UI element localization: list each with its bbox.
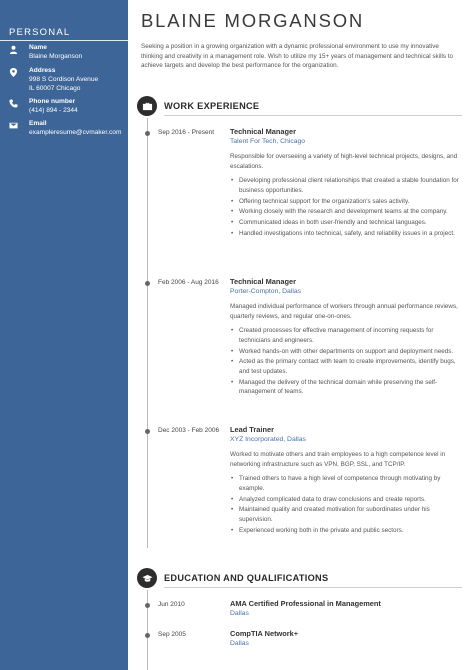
section-title-education: EDUCATION AND QUALIFICATIONS bbox=[164, 573, 329, 583]
entry-date: Feb 2006 - Aug 2016 bbox=[158, 279, 219, 286]
sidebar-value: (414) 894 - 2344 bbox=[29, 107, 78, 114]
person-icon bbox=[8, 44, 18, 54]
timeline-dot bbox=[145, 633, 150, 638]
list-item: • Experienced working both in the private and public sectors. bbox=[230, 526, 462, 536]
list-item: • Worked hands-on with other departments on support and deployment needs. bbox=[230, 347, 462, 357]
work-entry bbox=[230, 425, 462, 537]
list-item: • Trained others to have a high level of competence through motivating by example. bbox=[230, 474, 462, 493]
email-icon bbox=[8, 120, 18, 130]
job-title: Lead Trainer bbox=[230, 425, 274, 434]
entry-date: Sep 2005 bbox=[158, 631, 186, 638]
list-item: • Analyzed complicated data to draw conclusions and create reports. bbox=[230, 495, 462, 505]
timeline-dot bbox=[145, 281, 150, 286]
section-title-work: WORK EXPERIENCE bbox=[164, 101, 260, 111]
list-item: • Managed the delivery of the technical domain while preserving the self-management of teams. bbox=[230, 378, 462, 397]
sidebar bbox=[0, 0, 128, 670]
list-item: • Created processes for effective management of incoming requests for technicians and engineers. bbox=[230, 326, 462, 345]
sidebar-item-name bbox=[8, 43, 82, 61]
job-title: Technical Manager bbox=[230, 277, 296, 286]
sidebar-label: Phone number bbox=[29, 98, 76, 105]
entry-date: Jun 2010 bbox=[158, 601, 185, 608]
list-item: • Working closely with the research and development teams at the company. bbox=[230, 207, 462, 217]
list-item: • Developing professional client relationships that created a stable foundation for business opportunities. bbox=[230, 176, 462, 195]
job-organization: Talent For Tech, Chicago bbox=[230, 138, 306, 145]
education-entry bbox=[230, 629, 462, 649]
list-item: • Offering technical support for the organization's sales activity. bbox=[230, 197, 462, 207]
timeline-dot bbox=[145, 603, 150, 608]
job-bullets bbox=[230, 326, 462, 397]
sidebar-item-email bbox=[8, 119, 121, 137]
timeline-line bbox=[147, 590, 148, 670]
list-item: • Communicated ideas in both user-friendly and technical languages. bbox=[230, 218, 462, 228]
job-organization: XYZ Incorporated, Dallas bbox=[230, 436, 306, 443]
work-entry bbox=[230, 277, 462, 398]
job-bullets bbox=[230, 474, 462, 535]
qualification-title: CompTIA Network+ bbox=[230, 629, 299, 638]
sidebar-value[interactable]: exampleresume@cvmaker.com bbox=[29, 129, 122, 136]
sidebar-value: Blaine Morganson bbox=[29, 53, 83, 60]
sidebar-label: Email bbox=[29, 120, 47, 127]
sidebar-label: Address bbox=[29, 67, 56, 74]
entry-date: Dec 2003 - Feb 2006 bbox=[158, 427, 220, 434]
sidebar-divider bbox=[0, 40, 128, 41]
timeline-line bbox=[147, 118, 148, 548]
sidebar-item-phone bbox=[8, 97, 78, 115]
list-item: • Acted as the primary contact with team to create improvements, identify bugs, and test updates. bbox=[230, 357, 462, 376]
sidebar-value: IL 60007 Chicago bbox=[29, 85, 81, 92]
section-divider bbox=[164, 115, 462, 116]
candidate-name: BLAINE MORGANSON bbox=[141, 10, 365, 31]
qualification-location: Dallas bbox=[230, 640, 249, 647]
list-item: • Handled investigations into technical, safety, and reliability issues in a project. bbox=[230, 229, 462, 239]
profile-summary: Seeking a position in a growing organization with a dynamic professional environment to use my innovative thinking and creativity in a management role. Wish to utilize my 15+ years of management and technical skills to achieve targets and develop the best performance for the organization. bbox=[141, 43, 454, 70]
job-title: Technical Manager bbox=[230, 127, 296, 136]
qualification-location: Dallas bbox=[230, 610, 249, 617]
timeline-dot bbox=[145, 131, 150, 136]
entry-date: Sep 2016 - Present bbox=[158, 129, 215, 136]
job-bullets bbox=[230, 176, 462, 238]
job-description: Responsible for overseeing a variety of high-level technical projects, designs, and escalations. bbox=[230, 153, 458, 170]
list-item: • Maintained quality and created motivation for subordinates under his supervision. bbox=[230, 505, 462, 524]
job-description: Worked to motivate others and train employees to a high competence level in networking infrastructure such as VPN, BGP, SSL, and TCP/IP. bbox=[230, 451, 446, 468]
location-pin-icon bbox=[8, 67, 18, 77]
job-description: Managed individual performance of workers through annual performance reviews, quarterly reviews, and regular one-on-ones. bbox=[230, 303, 458, 320]
section-divider bbox=[164, 587, 462, 588]
graduation-cap-icon bbox=[137, 568, 157, 588]
work-entry bbox=[230, 127, 462, 240]
sidebar-label: Name bbox=[29, 44, 47, 51]
briefcase-icon bbox=[137, 96, 157, 116]
sidebar-heading: PERSONAL bbox=[9, 27, 71, 38]
sidebar-item-address bbox=[8, 66, 98, 93]
phone-icon bbox=[8, 98, 18, 108]
qualification-title: AMA Certified Professional in Management bbox=[230, 599, 381, 608]
education-entry bbox=[230, 599, 462, 619]
job-organization: Porter-Compton, Dallas bbox=[230, 288, 302, 295]
timeline-dot bbox=[145, 429, 150, 434]
sidebar-value: 998 S Cordison Avenue bbox=[29, 76, 99, 83]
